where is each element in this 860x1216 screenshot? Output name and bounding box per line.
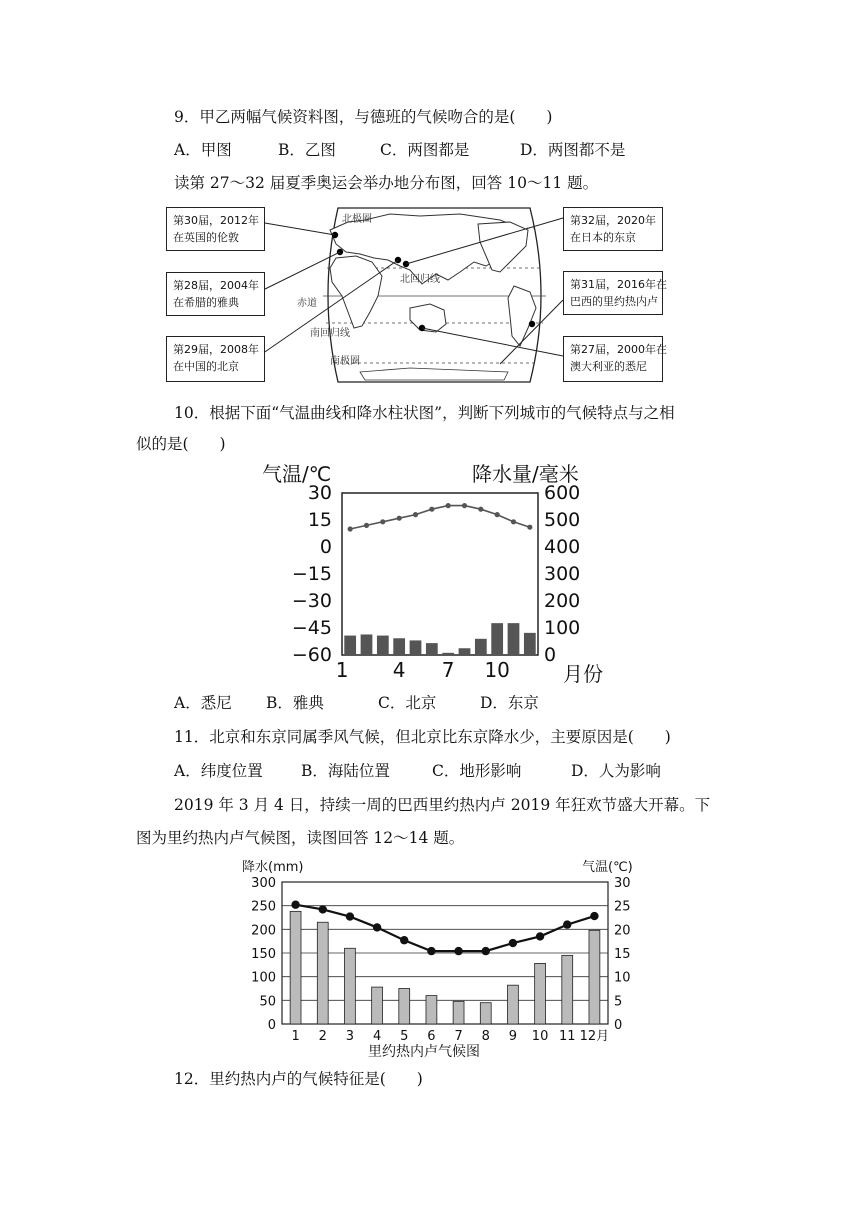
chart2-right-tick: 25 bbox=[614, 899, 631, 915]
chart1-left-tick: −30 bbox=[291, 590, 332, 612]
chart1-x-tick: 10 bbox=[484, 658, 510, 682]
chart2-precip-bar bbox=[344, 948, 355, 1024]
chart2-x-tick: 4 bbox=[372, 1029, 382, 1044]
chart1-precip-bar bbox=[508, 623, 520, 655]
q10-option-b: B．雅典 bbox=[266, 694, 324, 712]
chart1-temp-point bbox=[495, 512, 500, 517]
chart2-temp-point bbox=[509, 939, 517, 947]
callout-london: 第30届，2012年 在英国的伦敦 bbox=[166, 207, 265, 251]
chart1-temp-point bbox=[478, 507, 483, 512]
chart2-temp-point bbox=[346, 912, 354, 920]
chart2-temp-point bbox=[454, 947, 462, 955]
chart1-precip-bar bbox=[524, 633, 536, 655]
climate-chart-1 bbox=[250, 455, 650, 685]
chart2-x-tick: 10 bbox=[531, 1029, 549, 1044]
q11-stem: 11．北京和东京同属季风气候，但北京比东京降水少，主要原因是( ) bbox=[174, 728, 671, 746]
chart1-precip-bar bbox=[442, 653, 454, 655]
callout-athens: 第28届，2004年 在希腊的雅典 bbox=[166, 272, 265, 316]
chart1-temp-point bbox=[429, 507, 434, 512]
q9-option-c: C．两图都是 bbox=[380, 141, 470, 159]
chart2-left-tick: 300 bbox=[251, 876, 276, 891]
chart1-precip-bar bbox=[377, 636, 389, 655]
chart2-temp-point bbox=[536, 932, 544, 940]
chart1-precip-bar bbox=[344, 636, 356, 655]
chart1-right-title: 降水量/毫米 bbox=[472, 462, 579, 486]
chart1-left-tick: 15 bbox=[307, 509, 332, 531]
chart2-left-tick: 250 bbox=[251, 899, 276, 915]
chart2-temp-point bbox=[427, 947, 435, 955]
chart1-x-tick: 4 bbox=[392, 658, 406, 682]
q9-option-b: B．乙图 bbox=[278, 141, 336, 159]
chart2-precip-bar bbox=[507, 985, 518, 1024]
chart2-precip-bar bbox=[399, 989, 410, 1025]
q11-option-d: D．人为影响 bbox=[571, 762, 661, 780]
chart1-precip-bar bbox=[475, 639, 487, 655]
chart1-left-tick: 0 bbox=[319, 536, 332, 558]
callout-beijing: 第29届，2008年 在中国的北京 bbox=[166, 336, 265, 382]
chart2-x-tick: 5 bbox=[400, 1029, 409, 1044]
chart2-x-tick: 6 bbox=[427, 1029, 436, 1044]
chart1-temp-point bbox=[380, 519, 385, 524]
chart2-precip-bar bbox=[535, 963, 546, 1024]
callout-sydney: 第27届，2000年在 澳大利亚的悉尼 bbox=[563, 336, 663, 382]
callout-tokyo: 第32届，2020年 在日本的东京 bbox=[563, 207, 663, 251]
chart2-right-tick: 5 bbox=[614, 994, 623, 1010]
chart2-precip-bar bbox=[372, 987, 383, 1024]
q11-option-a: A．纬度位置 bbox=[174, 762, 263, 780]
chart2-x-tick: 11 bbox=[558, 1029, 576, 1044]
chart2-right-tick: 10 bbox=[614, 970, 631, 986]
chart1-precip-bar bbox=[491, 623, 503, 655]
chart1-temp-point bbox=[348, 526, 353, 531]
chart2-temp-point bbox=[291, 901, 299, 909]
chart2-precip-bar bbox=[562, 955, 573, 1024]
chart2-precip-bar bbox=[317, 922, 328, 1024]
chart2-temp-point bbox=[319, 905, 327, 913]
chart1-precip-bar bbox=[361, 634, 373, 655]
chart2-x-tick: 3 bbox=[345, 1029, 355, 1044]
chart2-left-tick: 50 bbox=[259, 994, 276, 1010]
chart1-temp-point bbox=[413, 512, 418, 517]
chart1-precip-bar bbox=[410, 640, 422, 655]
intro-12-14-line1: 2019 年 3 月 4 日，持续一周的巴西里约热内卢 2019 年狂欢节盛大开幕。下 bbox=[174, 796, 711, 814]
rio-dot bbox=[529, 321, 535, 327]
chart2-x-tick: 2 bbox=[318, 1029, 327, 1044]
chart2-x-tick: 12月 bbox=[579, 1029, 610, 1044]
chart2-left-tick: 200 bbox=[251, 923, 276, 939]
chart1-x-tick: 7 bbox=[441, 658, 455, 682]
q9-option-a: A．甲图 bbox=[174, 141, 232, 159]
q10-stem-line2: 似的是( ) bbox=[136, 435, 226, 453]
chart1-left-title: 气温/℃ bbox=[262, 462, 332, 486]
chart1-temp-point bbox=[511, 519, 516, 524]
chart2-temp-point bbox=[590, 912, 598, 920]
chart1-precip-bar bbox=[426, 643, 438, 655]
chart1-left-tick: −15 bbox=[291, 563, 332, 585]
chart1-precip-bar bbox=[459, 648, 471, 655]
chart2-x-tick: 9 bbox=[508, 1029, 518, 1044]
chart1-x-tick: 1 bbox=[335, 658, 349, 682]
rio-climate-chart bbox=[230, 852, 650, 1060]
q11-options bbox=[174, 760, 661, 782]
intro-10-11: 读第 27～32 届夏季奥运会举办地分布图，回答 10～11 题。 bbox=[174, 174, 599, 192]
chart1-left-tick: 30 bbox=[307, 482, 332, 504]
leader-london bbox=[259, 222, 335, 235]
chart1-temp-point bbox=[364, 523, 369, 528]
callout-rio: 第31届，2016年在 巴西的里约热内卢 bbox=[563, 271, 663, 315]
chart1-right-tick: 0 bbox=[544, 644, 557, 666]
label-equator: 赤道 bbox=[297, 298, 317, 309]
chart1-left-tick: −45 bbox=[291, 617, 332, 639]
chart1-precip-bar bbox=[393, 638, 405, 655]
chart1-month-unit: 月份 bbox=[563, 662, 603, 685]
chart2-precip-bar bbox=[480, 1003, 491, 1024]
chart2-caption: 里约热内卢气候图 bbox=[368, 1044, 480, 1060]
chart1-right-tick: 100 bbox=[544, 617, 581, 639]
chart1-right-tick: 300 bbox=[544, 563, 581, 585]
label-tropic-north: 北回归线 bbox=[400, 274, 440, 285]
chart2-temp-point bbox=[400, 936, 408, 944]
q10-option-c: C．北京 bbox=[378, 694, 437, 712]
chart1-temp-point bbox=[446, 503, 451, 508]
chart2-left-tick: 100 bbox=[251, 970, 276, 986]
chart1-right-tick: 500 bbox=[544, 509, 581, 531]
chart1-right-tick: 200 bbox=[544, 590, 581, 612]
chart1-temp-point bbox=[462, 503, 467, 508]
chart2-precip-bar bbox=[426, 996, 437, 1024]
chart2-right-title: 气温(℃) bbox=[582, 860, 633, 875]
q10-stem-line1: 10．根据下面“气温曲线和降水柱状图”，判断下列城市的气候特点与之相 bbox=[174, 404, 675, 422]
chart2-precip-bar bbox=[290, 911, 301, 1024]
q10-option-d: D．东京 bbox=[480, 694, 539, 712]
chart2-right-tick: 30 bbox=[614, 876, 631, 891]
chart2-precip-bar bbox=[589, 930, 600, 1024]
label-arctic: 北极圈 bbox=[342, 214, 372, 225]
label-antarctic: 南极圈 bbox=[330, 356, 360, 367]
intro-12-14-line2: 图为里约热内卢气候图，读图回答 12～14 题。 bbox=[136, 829, 465, 847]
chart1-right-tick: 600 bbox=[544, 482, 581, 504]
q10-options bbox=[174, 692, 539, 714]
chart2-temp-point bbox=[482, 947, 490, 955]
chart2-precip-bar bbox=[453, 1001, 464, 1024]
chart2-x-tick: 8 bbox=[481, 1029, 490, 1044]
q11-option-b: B．海陆位置 bbox=[301, 762, 390, 780]
chart1-temp-point bbox=[397, 516, 402, 521]
chart2-x-tick: 1 bbox=[291, 1029, 300, 1044]
label-tropic-south: 南回归线 bbox=[310, 328, 350, 339]
chart2-x-tick: 7 bbox=[454, 1029, 463, 1044]
q11-option-c: C．地形影响 bbox=[432, 762, 522, 780]
q9-stem: 9．甲乙两幅气候资料图，与德班的气候吻合的是( ) bbox=[174, 108, 553, 126]
chart1-temp-point bbox=[527, 525, 532, 530]
q9-option-d: D．两图都不是 bbox=[520, 141, 626, 159]
chart2-right-tick: 0 bbox=[614, 1018, 623, 1033]
chart2-right-tick: 15 bbox=[614, 947, 631, 962]
chart2-left-title: 降水(mm) bbox=[242, 860, 304, 875]
chart2-temp-point bbox=[373, 923, 381, 931]
chart1-left-tick: −60 bbox=[291, 644, 332, 666]
q9-options bbox=[174, 139, 625, 161]
chart1-right-tick: 400 bbox=[544, 536, 581, 558]
chart2-left-tick: 150 bbox=[251, 947, 276, 962]
q12-stem: 12．里约热内卢的气候特征是( ) bbox=[174, 1070, 423, 1088]
chart2-temp-point bbox=[563, 920, 571, 928]
chart2-right-tick: 20 bbox=[614, 923, 631, 939]
q10-option-a: A．悉尼 bbox=[174, 694, 232, 712]
chart2-left-tick: 0 bbox=[267, 1018, 276, 1033]
